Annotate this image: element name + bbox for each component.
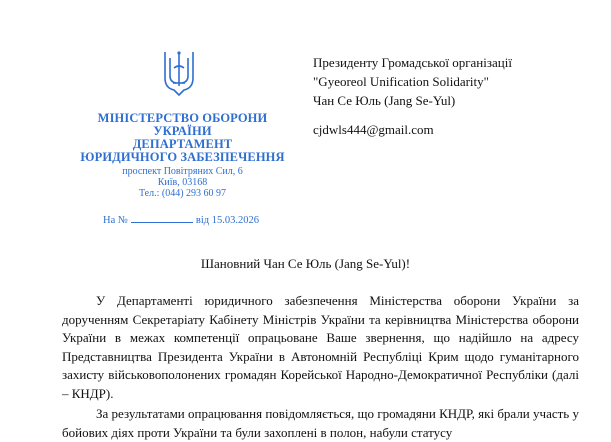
reference-date: від 15.03.2026 [195,215,259,226]
addressee-line: "Gyeoreol Unification Solidarity" [313,74,489,89]
body-paragraph: У Департаменті юридичного забезпечення Міністерства оборони України за дорученням Секретаріату Кабінету Міністрів України та керівництва Міністерства оборони України в межах компетенції опрацьоване Ваше звернення, що надійшло на адресу Представництва Президента України в Автономній Республіці Крим щодо гуманітарного захисту військовополонених громадян Корейської Народно-Демократичної Республіки (далі – КНДР). [62,293,579,401]
addressee-email: cjdwls444@gmail.com [313,122,434,137]
ministry-address [70,166,295,199]
address-phone: Тел.: (044) 293 60 97 [138,188,227,199]
address-city: Київ, 03168 [157,177,208,188]
letter-body [62,292,579,442]
reference-line [103,213,259,226]
ministry-letterhead [70,112,295,199]
ministry-name-line: МІНІСТЕРСТВО ОБОРОНИ [97,111,268,125]
trident-icon [162,48,196,98]
reference-number-label: На № [103,215,128,226]
body-paragraph: За результатами опрацювання повідомляється, що громадяни КНДР, які брали участь у бойових діях проти України та були захоплені в полон, набули статусу [62,406,579,440]
addressee-line: Чан Се Юль (Jang Se-Yul) [313,93,456,108]
department-name-line: ДЕПАРТАМЕНТ [132,137,233,151]
salutation: Шановний Чан Се Юль (Jang Se-Yul)! [200,256,411,271]
ministry-name-line: УКРАЇНИ [153,124,212,138]
department-name-line: ЮРИДИЧНОГО ЗАБЕЗПЕЧЕННЯ [80,150,285,164]
address-street: проспект Повітряних Сил, 6 [122,166,243,177]
addressee-block [313,53,512,110]
reference-number-blank [131,213,193,223]
addressee-line: Президенту Громадської організації [313,55,512,70]
